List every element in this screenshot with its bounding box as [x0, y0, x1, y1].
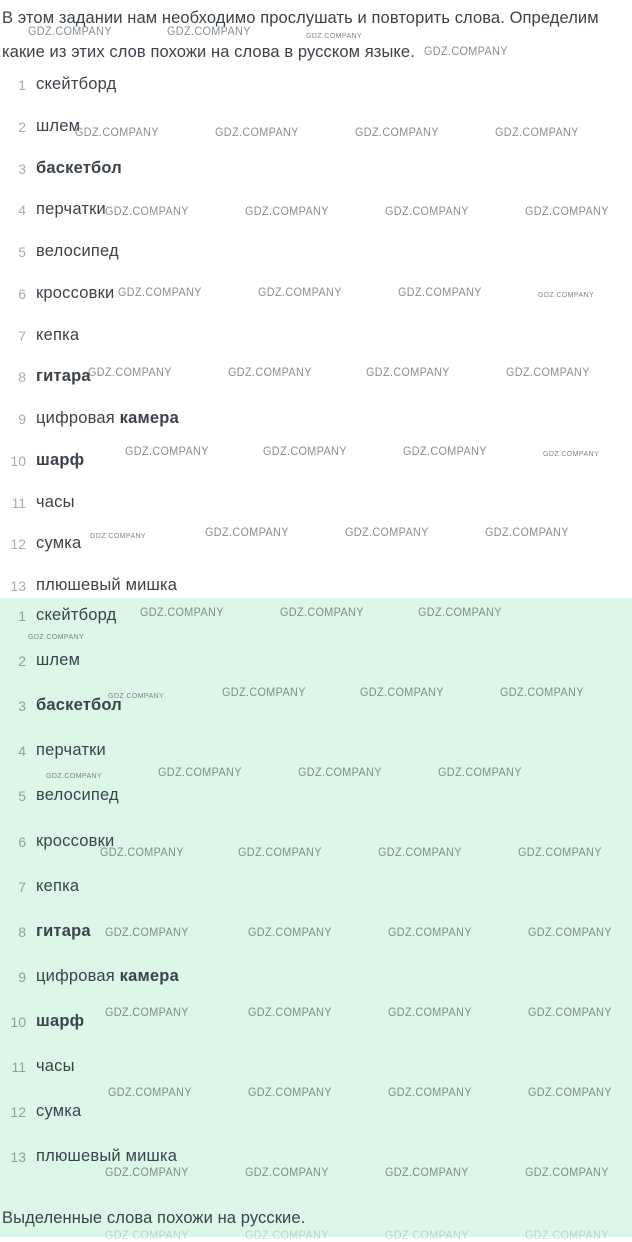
watermark-text: GDZ.COMPANY [158, 767, 242, 779]
word-segment: часы [36, 493, 75, 511]
list-item [0, 877, 632, 899]
word-segment: скейтборд [36, 75, 117, 93]
watermark-text: GDZ.COMPANY [518, 847, 602, 859]
watermark-text: GDZ.COMPANY [424, 46, 508, 58]
item-number: 9 [18, 411, 26, 427]
watermark-text: GDZ.COMPANY [205, 527, 289, 539]
item-number: 1 [18, 608, 26, 624]
word-segment-highlighted: баскетбол [36, 159, 122, 177]
item-number: 11 [11, 1059, 26, 1075]
item-number: 12 [10, 536, 26, 552]
watermark-text: GDZ.COMPANY [75, 127, 159, 139]
watermark-text: GDZ.COMPANY [525, 206, 609, 218]
word-segment-highlighted: баскетбол [36, 696, 122, 714]
item-word [36, 284, 114, 303]
watermark-text: GDZ.COMPANY [167, 26, 251, 38]
watermark-text: GDZ.COMPANY [245, 206, 329, 218]
item-word [36, 409, 179, 428]
item-word [36, 1012, 84, 1031]
list-item [0, 75, 632, 97]
word-segment: шлем [36, 117, 81, 135]
word-segment: перчатки [36, 741, 106, 759]
item-word [36, 117, 80, 136]
item-word [36, 493, 75, 512]
watermark-text: GDZ.COMPANY [238, 847, 322, 859]
watermark-text: GDZ.COMPANY [525, 1167, 609, 1179]
word-segment: кепка [36, 877, 80, 895]
watermark-text: GDZ.COMPANY [418, 607, 502, 619]
watermark-text: GDZ.COMPANY [263, 446, 347, 458]
watermark-text: GDZ.COMPANY [28, 26, 112, 38]
item-number: 11 [11, 495, 26, 511]
item-number: 13 [10, 578, 26, 594]
watermark-text: GDZ.COMPANY [248, 927, 332, 939]
item-number: 1 [18, 77, 26, 93]
watermark-text: GDZ.COMPANY [403, 446, 487, 458]
list-item [0, 409, 632, 431]
watermark-text: GDZ.COMPANY [525, 1230, 609, 1242]
watermark-text: GDZ.COMPANY [528, 1007, 612, 1019]
item-number: 10 [10, 453, 26, 469]
watermark-text: GDZ.COMPANY [105, 206, 189, 218]
watermark-text: GDZ.COMPANY [506, 367, 590, 379]
list-item [0, 117, 632, 139]
item-word [36, 967, 179, 986]
word-segment: кроссовки [36, 284, 115, 302]
item-number: 5 [18, 244, 26, 260]
list-item [0, 200, 632, 222]
watermark-text: GDZ.COMPANY [28, 632, 85, 641]
watermark-text: GDZ.COMPANY [125, 446, 209, 458]
item-number: 4 [18, 743, 26, 759]
list-item [0, 451, 632, 473]
watermark-text: GDZ.COMPANY [88, 367, 172, 379]
watermark-text: GDZ.COMPANY [90, 531, 147, 540]
watermark-text: GDZ.COMPANY [388, 927, 472, 939]
list-item [0, 1147, 632, 1169]
item-word [36, 922, 91, 941]
word-segment: сумка [36, 534, 82, 552]
watermark-text: GDZ.COMPANY [46, 771, 103, 780]
intro-line-1: В этом задании нам необходимо прослушать и повторить слова. Определим [2, 9, 599, 27]
intro-line-2: какие из этих слов похожи на слова в русском языке. [2, 43, 415, 61]
list-item [0, 1057, 632, 1079]
item-word [36, 877, 79, 896]
watermark-text: GDZ.COMPANY [222, 687, 306, 699]
watermark-text: GDZ.COMPANY [355, 127, 439, 139]
item-number: 8 [18, 924, 26, 940]
watermark-text: GDZ.COMPANY [280, 607, 364, 619]
list-item [0, 606, 632, 628]
watermark-text: GDZ.COMPANY [485, 527, 569, 539]
item-number: 13 [10, 1149, 26, 1165]
word-segment: плюшевый мишка [36, 1147, 178, 1165]
watermark-text: GDZ.COMPANY [538, 290, 595, 299]
list-item [0, 242, 632, 264]
item-number: 7 [18, 879, 26, 895]
watermark-text: GDZ.COMPANY [366, 367, 450, 379]
item-word [36, 696, 122, 715]
item-number: 6 [18, 286, 26, 302]
watermark-text: GDZ.COMPANY [245, 1167, 329, 1179]
watermark-text: GDZ.COMPANY [385, 1230, 469, 1242]
watermark-text: GDZ.COMPANY [388, 1087, 472, 1099]
watermark-text: GDZ.COMPANY [108, 1087, 192, 1099]
list-item [0, 967, 632, 989]
list-item [0, 651, 632, 673]
watermark-text: GDZ.COMPANY [105, 1230, 189, 1242]
word-segment-highlighted: камера [119, 409, 179, 427]
watermark-text: GDZ.COMPANY [258, 287, 342, 299]
word-segment: цифровая [36, 409, 120, 427]
watermark-text: GDZ.COMPANY [385, 206, 469, 218]
word-segment: шлем [36, 651, 81, 669]
watermark-text: GDZ.COMPANY [388, 1007, 472, 1019]
word-segment: велосипед [36, 242, 119, 260]
watermark-text: GDZ.COMPANY [105, 1167, 189, 1179]
watermark-text: GDZ.COMPANY [528, 1087, 612, 1099]
item-word [36, 242, 119, 261]
item-number: 10 [10, 1014, 26, 1030]
item-word [36, 159, 122, 178]
list-item [0, 534, 632, 556]
word-segment: перчатки [36, 200, 106, 218]
watermark-text: GDZ.COMPANY [495, 127, 579, 139]
watermark-text: GDZ.COMPANY [215, 127, 299, 139]
watermark-text: GDZ.COMPANY [528, 927, 612, 939]
word-segment: часы [36, 1057, 75, 1075]
item-number: 2 [18, 119, 26, 135]
list-item [0, 576, 632, 598]
watermark-text: GDZ.COMPANY [378, 847, 462, 859]
watermark-text: GDZ.COMPANY [118, 287, 202, 299]
item-word [36, 200, 106, 219]
list-item [0, 832, 632, 854]
word-segment-highlighted: гитара [36, 367, 91, 385]
list-item [0, 367, 632, 389]
word-segment: цифровая [36, 967, 120, 985]
item-word [36, 741, 106, 760]
word-segment-highlighted: гитара [36, 922, 91, 940]
item-number: 6 [18, 834, 26, 850]
conclusion-text: Выделенные слова похожи на русские. [2, 1209, 306, 1227]
list-item [0, 1012, 632, 1034]
item-number: 3 [18, 161, 26, 177]
item-number: 5 [18, 788, 26, 804]
item-number: 12 [10, 1104, 26, 1120]
watermark-text: GDZ.COMPANY [398, 287, 482, 299]
watermark-text: GDZ.COMPANY [385, 1167, 469, 1179]
item-number: 3 [18, 698, 26, 714]
item-word [36, 75, 116, 94]
item-word [36, 326, 79, 345]
item-word [36, 1147, 177, 1166]
word-segment-highlighted: шарф [36, 451, 85, 469]
word-segment-highlighted: камера [119, 967, 179, 985]
list-item [0, 159, 632, 181]
list-item [0, 741, 632, 763]
word-segment: скейтборд [36, 606, 117, 624]
watermark-text: GDZ.COMPANY [105, 927, 189, 939]
item-number: 9 [18, 969, 26, 985]
watermark-text: GDZ.COMPANY [438, 767, 522, 779]
item-word [36, 367, 91, 386]
word-segment: кепка [36, 326, 80, 344]
watermark-text: GDZ.COMPANY [345, 527, 429, 539]
item-word [36, 576, 177, 595]
watermark-text: GDZ.COMPANY [245, 1230, 329, 1242]
item-word [36, 651, 80, 670]
list-item [0, 786, 632, 808]
watermark-text: GDZ.COMPANY [543, 449, 600, 458]
item-word [36, 832, 114, 851]
list-item [0, 326, 632, 348]
watermark-text: GDZ.COMPANY [105, 1007, 189, 1019]
list-item [0, 922, 632, 944]
word-segment: кроссовки [36, 832, 115, 850]
list-item [0, 284, 632, 306]
watermark-text: GDZ.COMPANY [298, 767, 382, 779]
item-number: 8 [18, 369, 26, 385]
watermark-text: GDZ.COMPANY [248, 1007, 332, 1019]
word-segment: плюшевый мишка [36, 576, 178, 594]
watermark-text: GDZ.COMPANY [306, 31, 363, 40]
item-word [36, 451, 84, 470]
item-word [36, 606, 116, 625]
watermark-text: GDZ.COMPANY [140, 607, 224, 619]
watermark-text: GDZ.COMPANY [108, 691, 165, 700]
word-segment: велосипед [36, 786, 119, 804]
item-word [36, 1102, 81, 1121]
list-item [0, 1102, 632, 1124]
watermark-text: GDZ.COMPANY [100, 847, 184, 859]
watermark-text: GDZ.COMPANY [248, 1087, 332, 1099]
item-word [36, 1057, 75, 1076]
item-word [36, 786, 119, 805]
watermark-text: GDZ.COMPANY [228, 367, 312, 379]
task-intro-text [2, 1, 628, 69]
item-number: 2 [18, 653, 26, 669]
item-number: 7 [18, 328, 26, 344]
item-word [36, 534, 81, 553]
list-item [0, 493, 632, 515]
word-segment: сумка [36, 1102, 82, 1120]
word-segment-highlighted: шарф [36, 1012, 85, 1030]
watermark-text: GDZ.COMPANY [360, 687, 444, 699]
list-item [0, 696, 632, 718]
item-number: 4 [18, 202, 26, 218]
watermark-text: GDZ.COMPANY [500, 687, 584, 699]
